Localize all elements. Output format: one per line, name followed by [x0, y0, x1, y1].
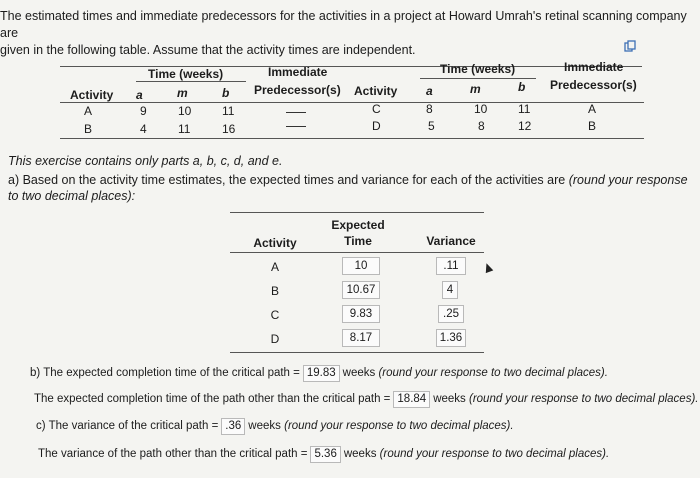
t2-row-c-expected-input[interactable]: 9.83: [342, 305, 380, 323]
activity-col-header-right: Activity: [354, 84, 398, 98]
t2-variance-header: Variance: [426, 234, 476, 248]
row-a-b: 11: [222, 104, 235, 118]
part-c-1-unit: weeks: [248, 420, 281, 432]
time-weeks-header-right: Time (weeks): [440, 62, 516, 76]
predecessors-header-right: Predecessor(s): [550, 78, 637, 92]
table2-top-rule: [230, 212, 484, 213]
t2-row-d-expected-input[interactable]: 8.17: [342, 329, 380, 347]
part-c-line-2: [38, 446, 609, 463]
critical-path-time-input[interactable]: 19.83: [303, 365, 340, 382]
other-path-variance-input[interactable]: 5.36: [310, 446, 340, 463]
expected-variance-table: [230, 212, 484, 352]
t2-row-c-activity: C: [270, 308, 280, 322]
table2-header-rule: [230, 252, 484, 253]
t2-row-d-variance-input[interactable]: 1.36: [436, 329, 466, 347]
mouse-cursor-icon: [483, 262, 494, 273]
table2-bottom-rule: [230, 352, 484, 353]
part-b-line-2: [34, 391, 698, 408]
row-b-activity: B: [84, 122, 93, 136]
part-b-1-unit: weeks: [342, 367, 376, 379]
row-c-pred: A: [588, 102, 597, 116]
part-b-line-1: [30, 365, 608, 382]
intro-line-1: The estimated times and immediate predecessors for the activities in a project at Howard Umrah's retinal scanning company are: [0, 9, 687, 40]
m-col-header: m: [177, 86, 188, 100]
part-c-line-1: [36, 418, 514, 435]
part-b-1-hint: (round your response to two decimal places).: [378, 367, 608, 379]
part-b-2-text: The expected completion time of the path other than the critical path =: [34, 393, 391, 405]
row-d-activity: D: [372, 119, 381, 133]
row-a-pred-dash: [286, 112, 306, 113]
part-a-hint: (round your response to two decimal places):: [8, 173, 688, 203]
row-c-activity: C: [372, 102, 381, 116]
a-col-header-right: a: [426, 84, 433, 98]
intro-line-2: given in the following table. Assume that the activity times are independent.: [0, 43, 416, 57]
a-col-header: a: [136, 88, 143, 102]
b-col-header: b: [222, 86, 230, 100]
row-d-pred: B: [588, 119, 597, 133]
part-a-text: a) Based on the activity time estimates, the expected times and variance for each of the activities are: [8, 173, 566, 187]
immediate-header-right: Immediate: [564, 60, 624, 74]
t2-row-c-variance-input[interactable]: .25: [438, 305, 464, 323]
t2-row-b-activity: B: [270, 284, 279, 298]
exercise-note: This exercise contains only parts a, b, c, d, and e.: [8, 154, 283, 168]
row-b-pred-dash: [286, 126, 306, 127]
row-c-m: 10: [474, 102, 488, 116]
part-c-1-hint: (round your response to two decimal places).: [284, 420, 514, 432]
critical-path-variance-input[interactable]: .36: [221, 418, 245, 435]
b-col-header-right: b: [518, 80, 526, 94]
t2-row-a-expected-input[interactable]: 10: [342, 257, 380, 275]
part-a-question: [8, 172, 688, 204]
t2-row-d-activity: D: [270, 332, 280, 346]
time-weeks-header: Time (weeks): [148, 67, 224, 81]
t2-expected-header-1: Expected: [331, 218, 385, 232]
row-a-activity: A: [84, 104, 93, 118]
part-c-2-hint: (round your response to two decimal places).: [379, 448, 610, 460]
activity-col-header: Activity: [70, 88, 114, 102]
copy-icon[interactable]: [624, 40, 636, 52]
part-b-2-hint: (round your response to two decimal places).: [469, 393, 699, 405]
row-a-a: 9: [140, 104, 147, 118]
part-b-2-unit: weeks: [433, 393, 466, 405]
table-bottom-rule: [60, 138, 644, 139]
row-d-a: 5: [428, 119, 435, 133]
row-b-b: 16: [222, 122, 236, 136]
part-c-1-text: c) The variance of the critical path =: [36, 420, 219, 432]
t2-row-a-variance-input[interactable]: .11: [436, 257, 466, 275]
other-path-time-input[interactable]: 18.84: [393, 391, 430, 408]
predecessors-header: Predecessor(s): [254, 83, 341, 97]
t2-row-a-activity: A: [270, 260, 279, 274]
time-group-rule-right: [420, 78, 536, 79]
header-bottom-rule: [60, 102, 644, 103]
part-c-2-unit: weeks: [343, 448, 377, 460]
part-c-2-text: The variance of the path other than the critical path =: [38, 448, 308, 460]
t2-expected-header-2: Time: [344, 234, 372, 248]
row-b-m: 11: [178, 122, 191, 136]
row-b-a: 4: [140, 122, 147, 136]
problem-intro: [0, 8, 692, 59]
t2-row-b-variance-input[interactable]: 4: [442, 281, 458, 299]
time-group-rule: [136, 81, 246, 82]
row-c-b: 11: [518, 102, 531, 116]
row-d-m: 8: [478, 119, 485, 133]
immediate-header: Immediate: [268, 65, 328, 79]
part-b-1-text: b) The expected completion time of the critical path =: [30, 367, 300, 379]
m-col-header-right: m: [470, 82, 481, 96]
row-a-m: 10: [178, 104, 192, 118]
t2-activity-header: Activity: [253, 236, 297, 250]
row-d-b: 12: [518, 119, 532, 133]
t2-row-b-expected-input[interactable]: 10.67: [342, 281, 380, 299]
row-c-a: 8: [426, 102, 433, 116]
